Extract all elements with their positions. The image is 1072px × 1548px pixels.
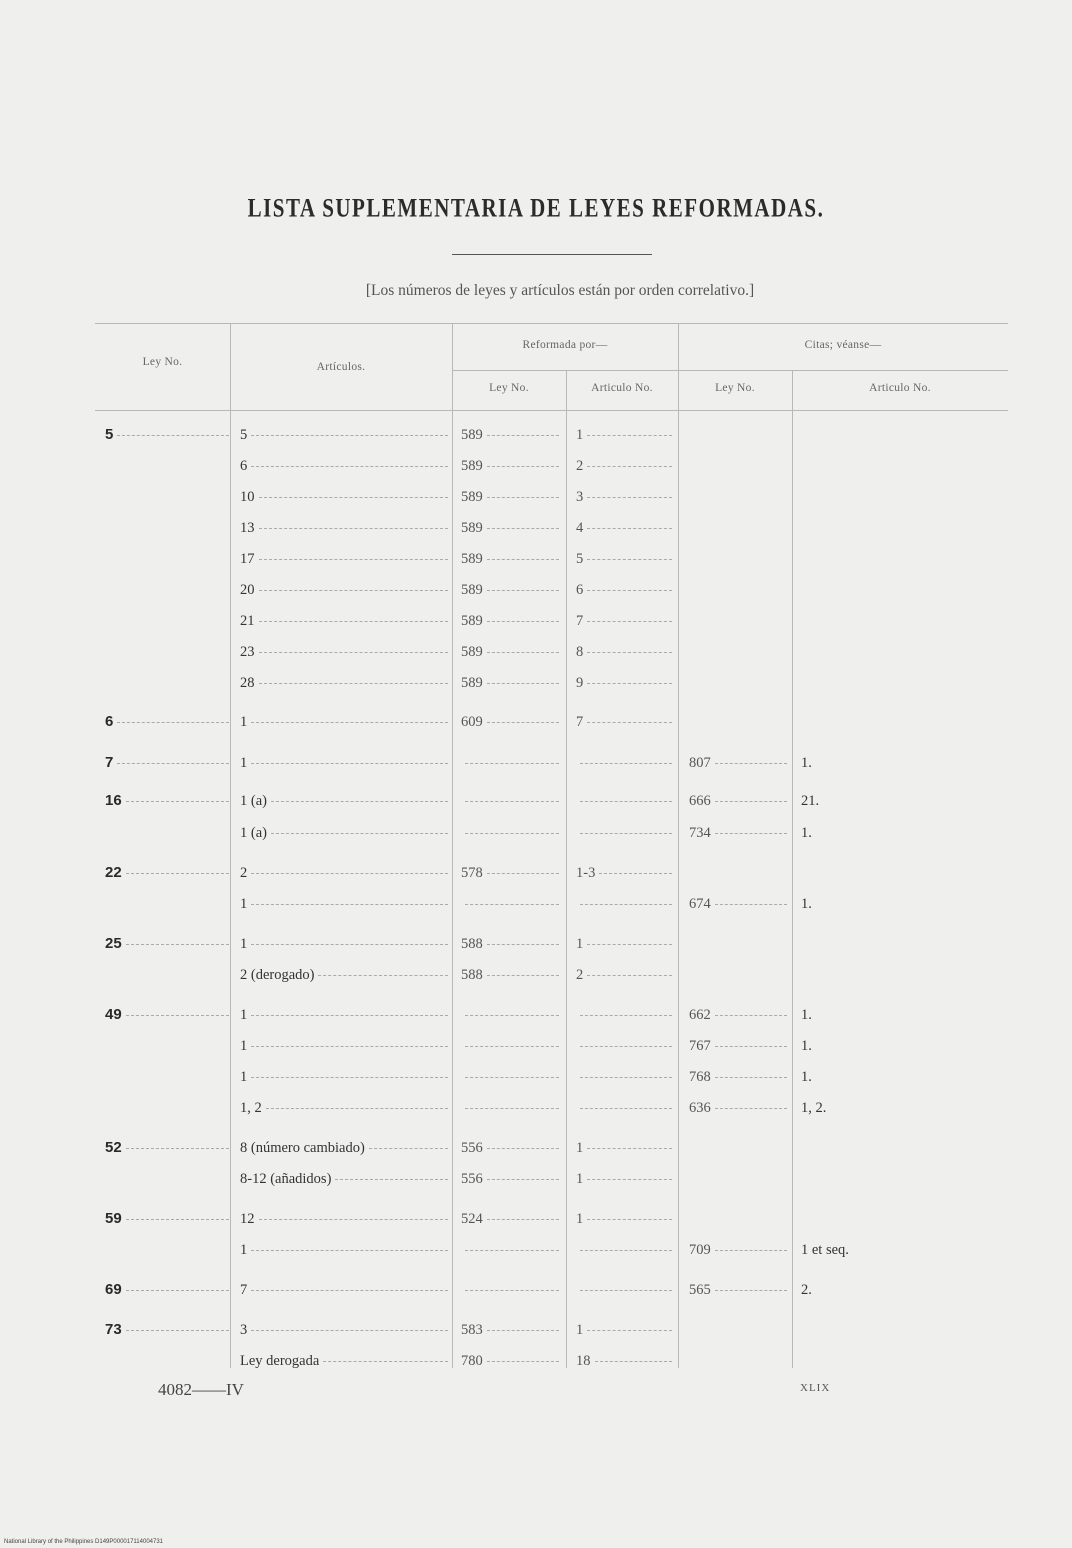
table-row [95, 1167, 1008, 1191]
row-articulos: 1 [240, 1003, 450, 1027]
row-reformada-ley: 589 [461, 578, 561, 602]
row-citas-articulo: 1. [801, 755, 812, 771]
row-citas-articulo: 1. [801, 896, 812, 912]
row-reformada-articulo [576, 821, 674, 845]
row-reformada-ley: 589 [461, 671, 561, 695]
table-row [95, 671, 1008, 695]
row-articulos: 12 [240, 1207, 450, 1231]
row-reformada-articulo: 4 [576, 516, 674, 540]
row-articulos: 28 [240, 671, 450, 695]
row-reformada-ley: 578 [461, 861, 561, 885]
row-citas-ley: 636 [689, 1096, 789, 1120]
row-citas-articulo: 1. [801, 1007, 812, 1023]
row-reformada-articulo: 1 [576, 423, 674, 447]
row-reformada-articulo: 2 [576, 454, 674, 478]
row-reformada-ley: 609 [461, 710, 561, 734]
table-row [95, 1349, 1008, 1373]
row-articulos: Ley derogada [240, 1349, 450, 1373]
row-articulos: 1 [240, 1238, 450, 1262]
footer-page-number: XLIX [800, 1382, 831, 1394]
row-reformada-ley: 589 [461, 454, 561, 478]
row-reformada-articulo [576, 1034, 674, 1058]
table-row [95, 1003, 1008, 1027]
row-reformada-ley: 524 [461, 1207, 561, 1231]
row-reformada-ley [461, 821, 561, 845]
row-citas-articulo: 1. [801, 1069, 812, 1085]
row-ley-no: 6 [105, 710, 231, 734]
row-ley-no: 5 [105, 423, 231, 447]
table-row [95, 423, 1008, 447]
row-articulos: 2 (derogado) [240, 963, 450, 987]
footer-signature: 4082——IV [158, 1380, 244, 1399]
row-citas-ley: 767 [689, 1034, 789, 1058]
table-row [95, 1065, 1008, 1089]
row-reformada-articulo: 18 [576, 1349, 674, 1373]
row-reformada-articulo: 1 [576, 932, 674, 956]
row-articulos: 8-12 (añadidos) [240, 1167, 450, 1191]
row-reformada-ley: 589 [461, 423, 561, 447]
row-articulos: 6 [240, 454, 450, 478]
row-citas-articulo: 1. [801, 1038, 812, 1054]
table-row [95, 1278, 1008, 1302]
row-ley-no: 7 [105, 751, 231, 775]
row-articulos: 1 [240, 710, 450, 734]
row-citas-articulo: 1, 2. [801, 1100, 827, 1116]
row-reformada-ley: 588 [461, 963, 561, 987]
row-ley-no: 59 [105, 1207, 231, 1231]
row-reformada-articulo [576, 789, 674, 813]
row-citas-articulo: 2. [801, 1282, 812, 1298]
row-ley-no: 69 [105, 1278, 231, 1302]
row-reformada-ley: 556 [461, 1136, 561, 1160]
row-articulos: 1 [240, 1034, 450, 1058]
table-row [95, 1034, 1008, 1058]
row-reformada-articulo: 1 [576, 1207, 674, 1231]
row-reformada-ley [461, 1034, 561, 1058]
table-row [95, 454, 1008, 478]
row-reformada-articulo: 5 [576, 547, 674, 571]
table-row [95, 578, 1008, 602]
row-ley-no: 73 [105, 1318, 231, 1342]
header-reformada-articulo-no: Articulo No. [591, 382, 653, 394]
row-articulos: 10 [240, 485, 450, 509]
row-reformada-articulo [576, 1278, 674, 1302]
page-title: LISTA SUPLEMENTARIA DE LEYES REFORMADAS. [247, 192, 825, 223]
row-reformada-articulo: 8 [576, 640, 674, 664]
row-articulos: 2 [240, 861, 450, 885]
header-citas-ley-no: Ley No. [715, 382, 755, 394]
table-row [95, 821, 1008, 845]
title-rule [452, 254, 652, 255]
header-articulos: Artículos. [316, 361, 366, 373]
row-reformada-articulo [576, 1096, 674, 1120]
row-articulos: 1 [240, 892, 450, 916]
row-reformada-ley [461, 1003, 561, 1027]
row-ley-no: 49 [105, 1003, 231, 1027]
table-row [95, 861, 1008, 885]
header-reformada-por: Reformada por— [522, 339, 608, 351]
row-reformada-articulo: 2 [576, 963, 674, 987]
row-reformada-articulo [576, 892, 674, 916]
row-articulos: 5 [240, 423, 450, 447]
table-row [95, 1238, 1008, 1262]
row-articulos: 8 (número cambiado) [240, 1136, 450, 1160]
row-reformada-ley [461, 751, 561, 775]
row-reformada-ley [461, 1238, 561, 1262]
row-articulos: 17 [240, 547, 450, 571]
row-citas-articulo: 1 et seq. [801, 1242, 849, 1258]
library-credit: National Library of the Philippines D149P000017114004731 [4, 1539, 164, 1545]
table-row [95, 1096, 1008, 1120]
row-reformada-articulo: 7 [576, 710, 674, 734]
table-row [95, 710, 1008, 734]
row-articulos: 21 [240, 609, 450, 633]
page-subtitle: [Los números de leyes y artículos están por orden correlativo.] [365, 282, 755, 299]
row-articulos: 23 [240, 640, 450, 664]
row-reformada-articulo: 1 [576, 1318, 674, 1342]
table-row [95, 485, 1008, 509]
header-reformada-ley-no: Ley No. [489, 382, 529, 394]
row-citas-articulo: 1. [801, 825, 812, 841]
row-reformada-ley [461, 789, 561, 813]
row-reformada-articulo [576, 1003, 674, 1027]
row-reformada-ley: 556 [461, 1167, 561, 1191]
row-reformada-ley: 589 [461, 516, 561, 540]
row-reformada-articulo: 6 [576, 578, 674, 602]
row-citas-ley: 666 [689, 789, 789, 813]
header-citas: Citas; véanse— [804, 339, 882, 351]
row-ley-no: 22 [105, 861, 231, 885]
row-citas-ley: 734 [689, 821, 789, 845]
table-row [95, 609, 1008, 633]
row-articulos: 1, 2 [240, 1096, 450, 1120]
table-row [95, 516, 1008, 540]
row-articulos: 13 [240, 516, 450, 540]
row-citas-articulo: 21. [801, 793, 820, 809]
row-reformada-articulo: 7 [576, 609, 674, 633]
row-articulos: 1 [240, 932, 450, 956]
row-reformada-ley: 589 [461, 547, 561, 571]
row-reformada-ley: 589 [461, 485, 561, 509]
table-row [95, 751, 1008, 775]
row-reformada-ley [461, 1096, 561, 1120]
table-row [95, 932, 1008, 956]
row-citas-ley: 807 [689, 751, 789, 775]
table-row [95, 1318, 1008, 1342]
row-citas-ley: 709 [689, 1238, 789, 1262]
row-citas-ley: 674 [689, 892, 789, 916]
table-row [95, 789, 1008, 813]
table-row [95, 547, 1008, 571]
row-citas-ley: 662 [689, 1003, 789, 1027]
table-row [95, 1207, 1008, 1231]
row-reformada-articulo [576, 1238, 674, 1262]
row-ley-no: 52 [105, 1136, 231, 1160]
row-articulos: 1 (a) [240, 789, 450, 813]
row-reformada-ley: 588 [461, 932, 561, 956]
row-reformada-articulo: 1 [576, 1136, 674, 1160]
row-reformada-articulo [576, 1065, 674, 1089]
row-reformada-articulo: 9 [576, 671, 674, 695]
row-ley-no: 25 [105, 932, 231, 956]
row-articulos: 20 [240, 578, 450, 602]
row-reformada-articulo: 3 [576, 485, 674, 509]
row-articulos: 1 [240, 1065, 450, 1089]
row-articulos: 3 [240, 1318, 450, 1342]
table-row [95, 640, 1008, 664]
header-citas-articulo-no: Articulo No. [869, 382, 931, 394]
row-reformada-ley: 589 [461, 609, 561, 633]
row-reformada-articulo: 1 [576, 1167, 674, 1191]
row-reformada-ley: 780 [461, 1349, 561, 1373]
row-reformada-ley: 583 [461, 1318, 561, 1342]
row-articulos: 7 [240, 1278, 450, 1302]
row-articulos: 1 [240, 751, 450, 775]
header-ley-no: Ley No. [142, 356, 183, 368]
row-citas-ley: 768 [689, 1065, 789, 1089]
row-ley-no: 16 [105, 789, 231, 813]
row-reformada-ley [461, 1278, 561, 1302]
row-reformada-ley [461, 1065, 561, 1089]
row-articulos: 1 (a) [240, 821, 450, 845]
table-row [95, 963, 1008, 987]
table-row [95, 892, 1008, 916]
row-reformada-ley [461, 892, 561, 916]
row-reformada-articulo [576, 751, 674, 775]
table-row [95, 1136, 1008, 1160]
row-reformada-ley: 589 [461, 640, 561, 664]
amended-laws-table [95, 323, 1008, 1368]
row-reformada-articulo: 1-3 [576, 861, 674, 885]
row-citas-ley: 565 [689, 1278, 789, 1302]
